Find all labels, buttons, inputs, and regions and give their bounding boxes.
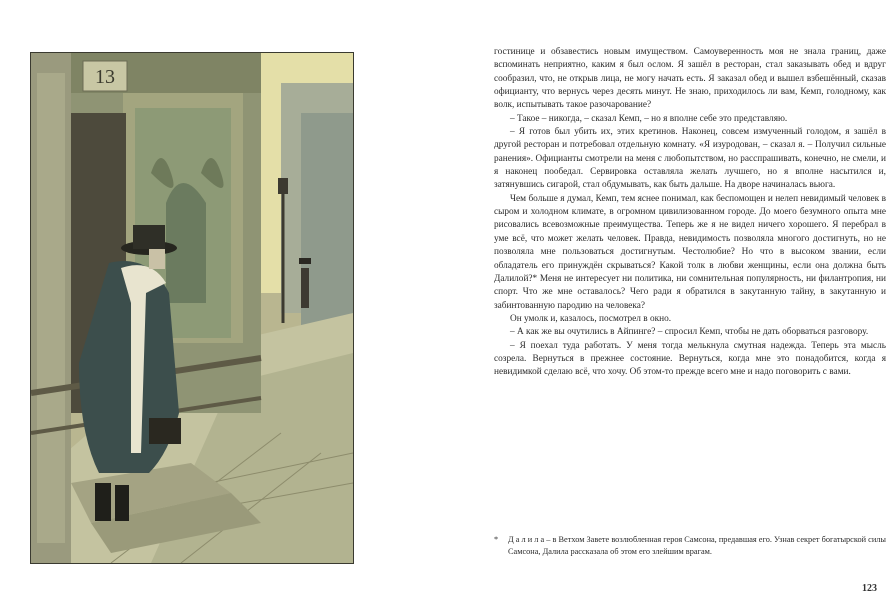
main-text bbox=[494, 46, 886, 380]
door-number: 13 bbox=[95, 66, 115, 88]
paragraph: – А как же вы очутились в Айпинге? – спросил Кемп, чтобы не дать оборваться разговору. bbox=[510, 327, 869, 338]
paragraph: гостинице и обзавестись новым имуществом. Самоуверенность моя не знала границ, даже вспоминать неприятно, каким я был ослом. Я зашёл в ресторан, стал заказывать обед и вдруг сообразил, что, не открыв лица, не могу начать есть. Я заказал обед и вышел взбешённый, сказав официанту, что вернусь через десять минут. Не знаю, приходилось ли вам, Кемп, голодному, как волк, испытывать такое разочарование? bbox=[494, 47, 886, 111]
paragraph: – Я поехал туда работать. У меня тогда мелькнула смутная надежда. Теперь эта мысль созрела. Вернуться в прежнее состояние. Вернуться, когда мне это понадобится, когда я невидимкой сделаю всё, что хочу. Об этом-то прежде всего мне и надо поговорить с вами. bbox=[494, 340, 886, 378]
paragraph: Он умолк и, казалось, посмотрел в окно. bbox=[510, 313, 672, 324]
footnote-mark: * bbox=[494, 535, 499, 544]
paragraph: – Я готов был убить их, этих кретинов. Наконец, совсем измученный голодом, я зашёл в другой ресторан и потребовал отдельную комнату. «Я изуродован, – сказал я. – Получил сильные ранения». Официанты смотрели на меня с любопытством, но расспрашивать, конечно, не смели, и я наконец пообедал. Сервировка оставляла желать лучшего, но я вполне насытился и, затянувшись сигарой, стал обдумывать, как быть дальше. На дворе начиналась вьюга. bbox=[494, 127, 886, 191]
page-number: 123 bbox=[862, 583, 877, 594]
paragraph: – Такое – никогда, – сказал Кемп, – но я вполне себе это представляю. bbox=[510, 113, 788, 124]
paragraph: Чем больше я думал, Кемп, тем яснее понимал, как беспомощен и нелеп невидимый человек в сыром и холодном климате, в огромном цивилизованном городе. До моего безумного опыта мне рисовались всевозможные преимущества. Теперь же я не видел ничего хорошего. Я перебрал в уме всё, что может желать человек. Правда, невидимость позволяла многого достигнуть, но не позволяла мне пользоваться достигнутым. Честолюбие? Но что в высоком звании, если обладатель его принуждён скрываться? Какой толк в любви женщины, если она должна быть Далилой?* Меня не интересует ни политика, ни сомнительная популярность, ни филантропия, ни спорт. Что же мне оставалось? Чего ради я обратился в закутанную тайну, в закутанную и забинтованную пародию на человека? bbox=[494, 193, 886, 311]
footnote bbox=[494, 534, 886, 557]
footnote-text: Д а л и л а – в Ветхом Завете возлюбленная героя Самсона, предавшая его. Узнав секрет богатырской силы Самсона, Далила рассказала об этом его злейшим врагам. bbox=[508, 535, 886, 556]
illustration-drawing bbox=[31, 53, 353, 563]
illustration bbox=[30, 52, 354, 564]
